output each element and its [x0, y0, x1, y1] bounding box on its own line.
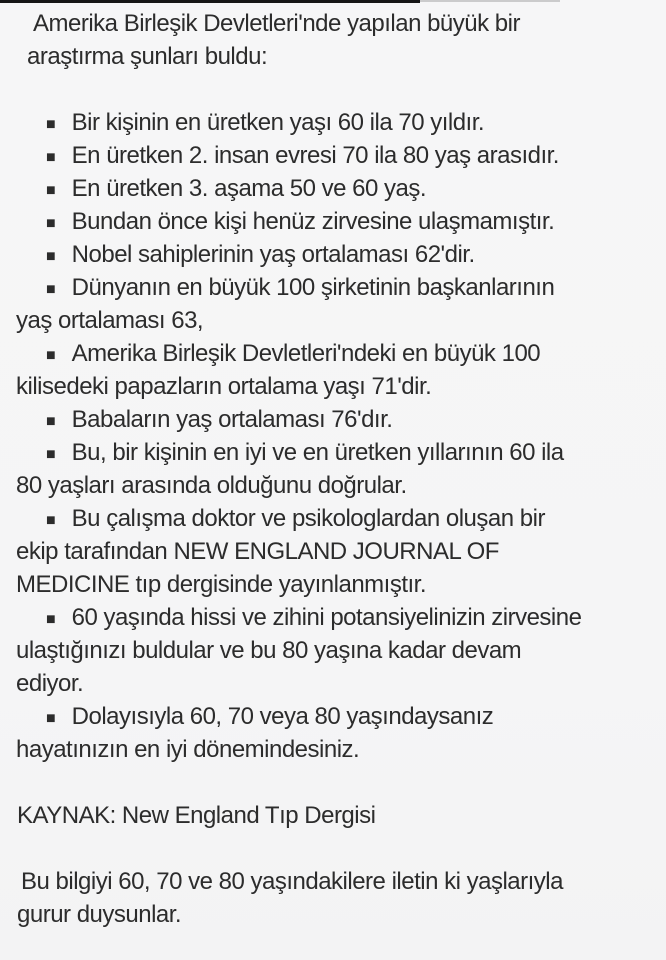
bullet-square-icon: ■: [46, 446, 56, 463]
bullet-square-icon: ■: [46, 182, 56, 199]
text-line: gurur duysunlar.: [17, 901, 182, 928]
text-line: ■ 60 yaşında hissi ve zihini potansiyelinizin zirvesine: [0, 601, 666, 634]
text-line: ■ Bu çalışma doktor ve psikologlardan oluşan bir: [0, 502, 666, 535]
finding-item: [0, 601, 666, 700]
text-line: ■ En üretken 3. aşama 50 ve 60 yaş.: [0, 172, 666, 205]
text-line: ■ Nobel sahiplerinin yaş ortalaması 62'dir.: [0, 238, 666, 271]
finding-item: [0, 403, 666, 436]
bullet-square-icon: ■: [46, 248, 56, 265]
text-line: ■ Dolayısıyla 60, 70 veya 80 yaşındaysanız: [0, 700, 666, 733]
text-line: ■ Amerika Birleşik Devletleri'ndeki en büyük 100: [0, 337, 666, 370]
top-edge-faded-segment: [420, 0, 560, 2]
finding-item: [0, 238, 666, 271]
bullet-square-icon: ■: [46, 281, 56, 298]
findings-list: [0, 106, 666, 766]
text-line: MEDICINE tıp dergisinde yayınlanmıştır.: [16, 571, 426, 598]
bullet-square-icon: ■: [46, 413, 56, 430]
text-line: ■ Bu, bir kişinin en iyi ve en üretken yıllarının 60 ila: [0, 436, 666, 469]
text-line: araştırma şunları buldu:: [27, 43, 268, 70]
text-line: 80 yaşları arasında olduğunu doğrular.: [16, 472, 407, 499]
text-line: ■ Babaların yaş ortalaması 76'dır.: [0, 403, 666, 436]
text-line: hayatınızın en iyi dönemindesiniz.: [16, 736, 360, 763]
text-line: ■ Dünyanın en büyük 100 şirketinin başkanlarının: [0, 271, 666, 304]
text-line: yaş ortalaması 63,: [16, 307, 204, 334]
top-edge-artifact: [0, 0, 666, 4]
text-line: ulaştığınızı buldular ve bu 80 yaşına kadar devam: [16, 637, 522, 664]
bullet-square-icon: ■: [46, 215, 56, 232]
text-line: Bu bilgiyi 60, 70 ve 80 yaşındakilere iletin ki yaşlarıyla: [21, 868, 563, 895]
bullet-square-icon: ■: [46, 116, 56, 133]
bullet-square-icon: ■: [46, 149, 56, 166]
text-line: kilisedeki papazların ortalama yaşı 71'dir.: [16, 373, 432, 400]
bullet-square-icon: ■: [46, 512, 56, 529]
finding-item: [0, 436, 666, 502]
source-paragraph: [0, 799, 666, 832]
finding-item: [0, 700, 666, 766]
top-edge-dark-segment: [0, 0, 420, 3]
bullet-square-icon: ■: [46, 347, 56, 364]
text-line: ediyor.: [16, 670, 84, 697]
bullet-square-icon: ■: [46, 710, 56, 727]
finding-item: [0, 106, 666, 139]
text-line: ekip tarafından NEW ENGLAND JOURNAL OF: [16, 538, 499, 565]
finding-item: [0, 271, 666, 337]
finding-item: [0, 337, 666, 403]
text-line: ■ Bundan önce kişi henüz zirvesine ulaşmamıştır.: [0, 205, 666, 238]
text-line: ■ Bir kişinin en üretken yaşı 60 ila 70 yıldır.: [0, 106, 666, 139]
finding-item: [0, 205, 666, 238]
text-line: Amerika Birleşik Devletleri'nde yapılan büyük bir: [33, 10, 520, 37]
bullet-square-icon: ■: [46, 611, 56, 628]
source-line: KAYNAK: New England Tıp Dergisi: [17, 802, 376, 829]
text-line: ■ En üretken 2. insan evresi 70 ila 80 yaş arasıdır.: [0, 139, 666, 172]
intro-paragraph: [0, 7, 666, 73]
finding-item: [0, 139, 666, 172]
finding-item: [0, 172, 666, 205]
footer-paragraph: [0, 865, 666, 931]
finding-item: [0, 502, 666, 601]
